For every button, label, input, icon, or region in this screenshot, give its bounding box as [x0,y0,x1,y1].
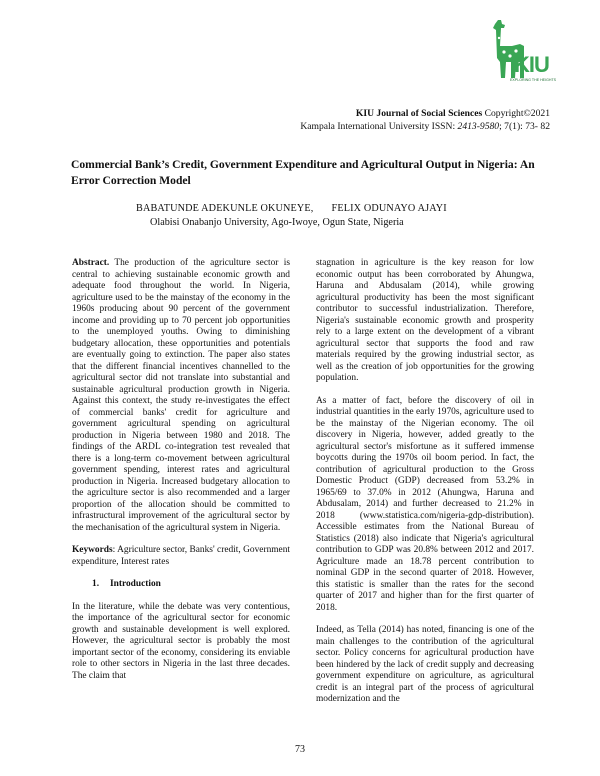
left-column [72,258,290,693]
intro-paragraph-4: Indeed, as Tella (2014) has noted, financing is one of the main challenges to the contribution of the agricultural sector. Policy concerns for agricultural production have been hindered by the lack of credit supply and decreasing government expenditure on agriculture, as agricultural credit is an integral part of the process of agricultural modernization and the [316,625,534,704]
author-names [0,202,600,216]
keywords-label: Keywords [72,545,113,555]
author-2: FELIX ODUNAYO AJAYI [331,203,447,214]
journal-volume: ; 7(1): 73- 82 [499,120,550,132]
right-column [316,258,534,717]
journal-header [150,108,550,133]
abstract-text: The production of the agriculture sector is central to achieving sustainable economic growth and adequate food throughout the world. In Nigeria, agriculture used to be the mainstay of the economy in the 1960s producing about 90 percent of the government income and providing up to 70 percent job opportunities to the unemployed youths. Owing to diminishing budgetary allocation, these opportunities and potentials are eventually going to extinction. The paper also states that the different financial incentives channelled to the agricultural sector did not translate into substantial and sustainable agricultural production growth in Nigeria. Against this context, the study re-investigates the effect of commercial banks' credit for agriculture and government agricultural spending on agricultural production in Nigeria between 1980 and 2018. The findings of the ARDL co-integration test revealed that there is a long-term co-movement between agricultural government spending, interest rates and agricultural production in Nigeria. Increased budgetary allocation to the agriculture sector is also recommended and a larger proportion of the allocation should be committed to infrastructural improvement of the agricultural sector by the mechanisation of the agricultural system in Nigeria. [72,258,290,533]
journal-line-2 [150,121,550,134]
logo-text: KIU [514,52,549,77]
journal-name: KIU Journal of Social Sciences [355,108,483,119]
paper-title: Commercial Bank’s Credit, Government Expenditure and Agricultural Output in Nigeria: An Error Correction Model [71,158,535,187]
journal-issn: 2413-9580 [457,120,500,132]
author-block [0,202,600,229]
journal-copyright: Copyright©2021 [482,108,550,119]
section-heading [72,579,290,591]
author-affiliation: Olabisi Onabanjo University, Ago-Iwoye, Ogun State, Nigeria [150,216,404,228]
section-number: 1. [92,579,100,589]
abstract-label: Abstract. [72,258,110,268]
keywords [72,545,290,568]
logo-tagline: EXPLORING THE HEIGHTS [510,78,557,82]
page-number: 73 [295,744,305,755]
intro-paragraph-3: As a matter of fact, before the discovery of oil in industrial quantities in the early 1970s, agriculture used to be the mainstay of the Nigerian economy. The oil discovery in Nigeria, however, added greatly to the agricultural sector's misfortune as it suffered immense boycotts during the 1970s oil boom period. In fact, the contribution of agricultural production to the Gross Domestic Product (GDP) decreased from 53.2% in 1965/69 to 37.0% in 2012 (Ahungwa, Haruna and Abdusalam, 2014) and further decreased to 21.2% in 2018 (www.statistica.com/nigeria-gdp-distribution). Accessible estimates from the National Bureau of Statistics (2018) also indicate that Nigeria's agricultural contribution to GDP was 20.8% between 2012 and 2017. Agriculture made an 18.78 percent contribution to nominal GDP in the second quarter of 2018. However, this statistic is smaller than the rates for the second quarter of 2017 and higher than for the first quarter of 2018. [316,395,534,613]
journal-line-1 [150,108,550,121]
kiu-logo [484,16,557,104]
author-1: BABATUNDE ADEKUNLE OKUNEYE, [136,203,314,214]
intro-paragraph-1: In the literature, while the debate was very contentious, the importance of the agricultural sector for economic growth and sustainable development is well explored. However, the agricultural sector is probably the most important sector of the economy, considering its enviable role to other sectors in Nigeria in the last three decades. The claim that [72,601,290,681]
intro-paragraph-2: stagnation in agriculture is the key reason for low economic output has been corroborated by Ahungwa, Haruna and Abdusalam (2014), while growing agricultural productivity has been the most significant contributor to successful industrialization. Therefore, Nigeria's sustainable economic growth and prosperity rely to a large extent on the development of a vibrant agricultural sector that supports the food and raw materials required by the growing industrial sector, as well as the creation of job opportunities for the growing population. [316,258,534,383]
journal-university: Kampala International University ISSN: [300,120,458,132]
abstract [72,258,290,534]
keywords-text: : Agriculture sector, Banks' credit, Government expenditure, Interest rates [72,545,290,567]
section-title: Introduction [110,579,161,589]
